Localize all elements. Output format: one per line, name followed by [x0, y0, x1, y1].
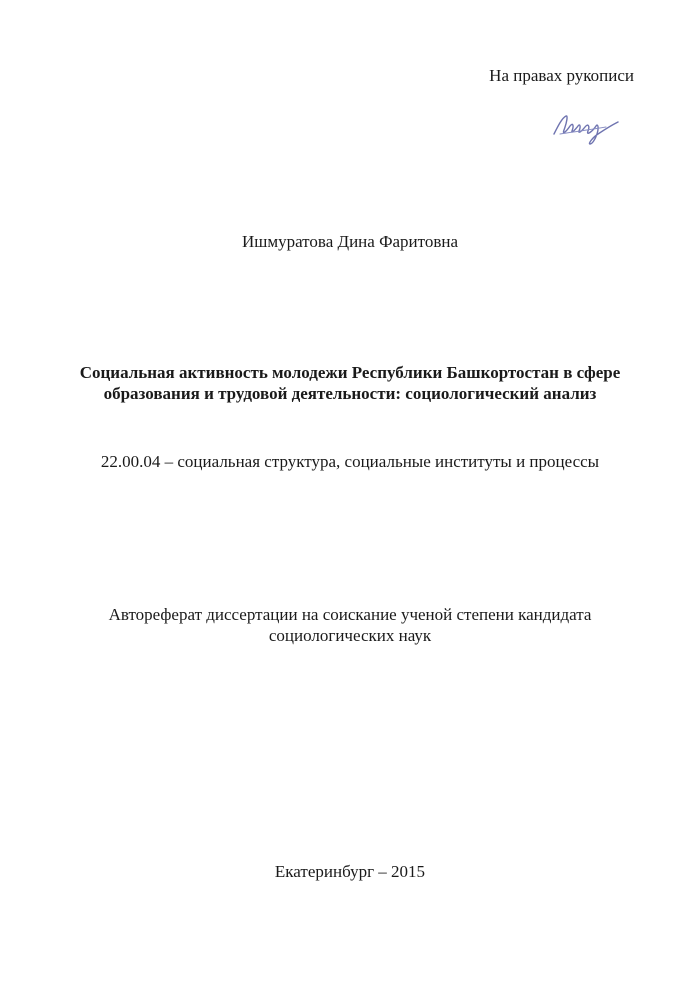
title-line-1: Социальная активность молодежи Республики Башкортостан в сфере	[79, 363, 621, 382]
dissertation-title	[70, 362, 630, 404]
abstract-line-1: Автореферат диссертации на соискание ученой степени кандидата	[108, 605, 592, 624]
author-name: Ишмуратова Дина Фаритовна	[241, 232, 459, 251]
abstract-line-2: социологических наук	[268, 626, 432, 645]
specialty-code: 22.00.04 – социальная структура, социальные институты и процессы	[100, 452, 600, 471]
place-and-year: Екатеринбург – 2015	[274, 862, 426, 881]
title-line-2: образования и трудовой деятельности: социологический анализ	[103, 384, 597, 403]
manuscript-rights-note: На правах рукописи	[489, 66, 634, 85]
signature-icon	[548, 104, 624, 148]
abstract-description	[70, 604, 630, 646]
